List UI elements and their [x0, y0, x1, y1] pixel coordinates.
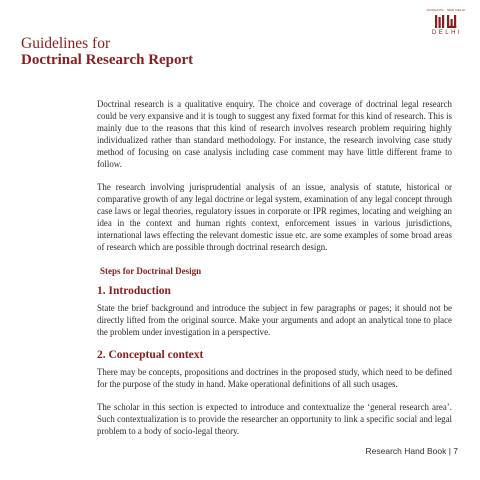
introduction-paragraph: State the brief background and introduce the subject in few paragraphs or pages; it should not be directly lifted from the original source. Make your arguments and adopt an analytical tone to place the problem under investigation in a perspective. [97, 303, 452, 337]
conceptual-context-paragraph-1: There may be concepts, propositions and doctrines in the proposed study, which need to be defined for the purpose of the study in hand. Make operational definitions of all such usages. [97, 367, 452, 389]
title-line-1: Guidelines for [21, 35, 111, 52]
title-line-2: Doctrinal Research Report [21, 52, 194, 68]
intro-paragraph-1: Doctrinal research is a qualitative enquiry. The choice and coverage of doctrinal legal research could be very expansive and it is tough to suggest any fixed format for this kind of research. This is mainly due to the reasons that this kind of research involves research problem requiring highly individualized rather than standard methodology. For instance, the research involving case study method of focusing on case analysis including case comment may have little different frame to follow. [97, 99, 452, 169]
page-title [21, 36, 193, 68]
logo-tagline: GURGAON · NEW DELHI [426, 8, 466, 12]
university-logo [426, 8, 466, 36]
section-heading-conceptual-context: 2. Conceptual context [97, 349, 204, 361]
logo-city: DELHI [431, 30, 463, 36]
intro-paragraph-2: The research involving jurisprudential analysis of an issue, analysis of statute, historical or comparative growth of any legal doctrine or legal system, examination of any legal concept through case laws or legal theories, regulatory issues in corporate or IPR regimes, locating and weighing an idea in the context and human rights context, enforcement issues in various jurisdictions, international laws effecting the relevant domestic issue etc. are some examples of some broad areas of research which are possible through doctrinal research design. [97, 182, 452, 252]
page-footer: Research Hand Book | 7 [365, 446, 458, 456]
conceptual-context-paragraph-2: The scholar in this section is expected to introduce and contextualize the ‘general research area’. Such contextualization is to provide the researcher an opportunity to link a specific social and legal problem to a body of socio-legal theory. [97, 402, 452, 436]
section-heading-introduction: 1. Introduction [97, 285, 171, 297]
logo-monogram-icon [434, 13, 458, 29]
steps-heading: Steps for Doctrinal Design [100, 266, 202, 276]
main-content [97, 98, 452, 448]
